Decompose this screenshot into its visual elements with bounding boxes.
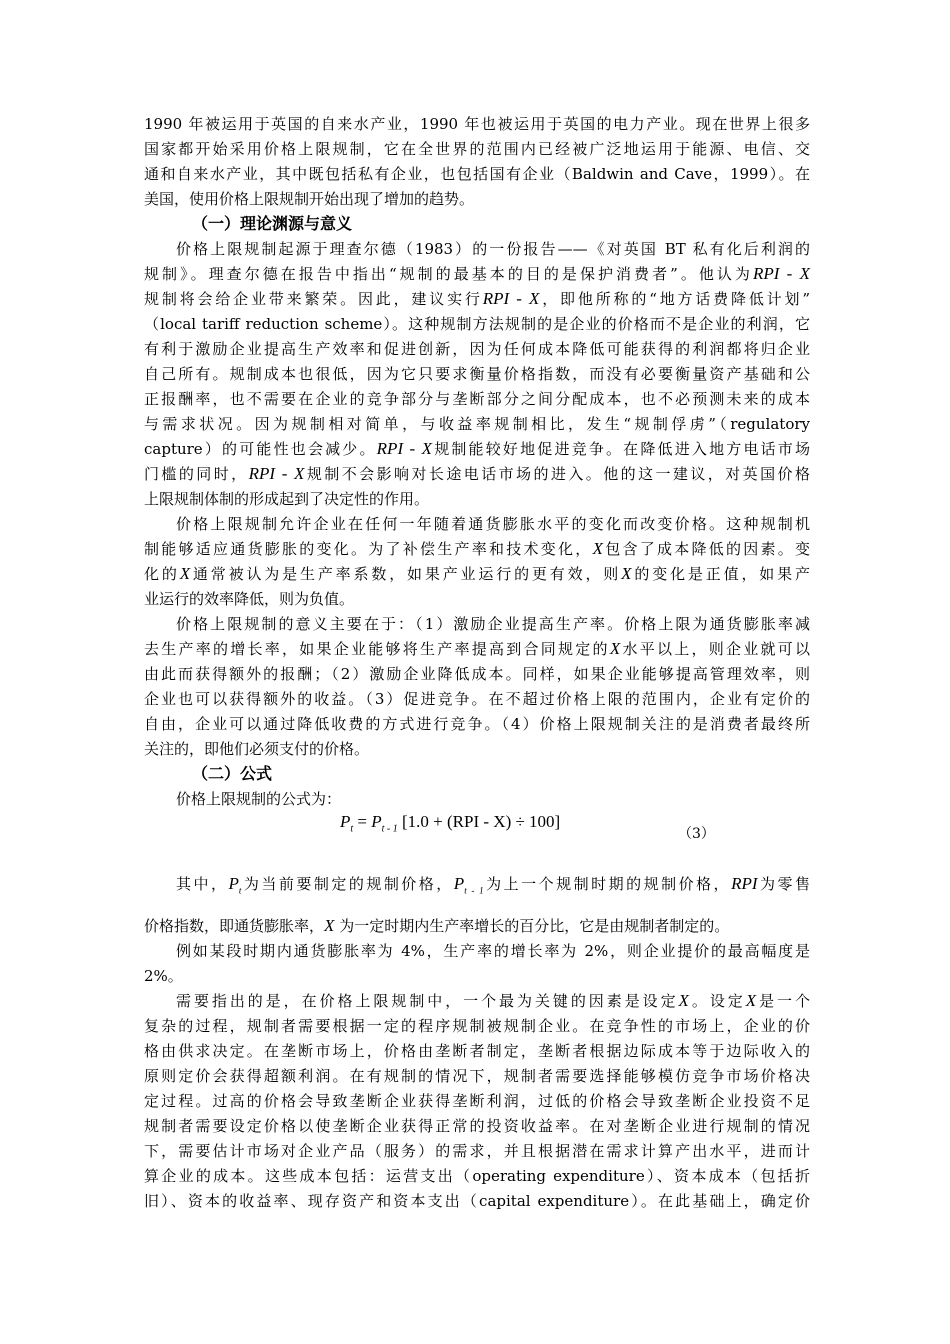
formula-rpi-x: RPI - X <box>248 464 305 483</box>
text-line: 旧）、资本的收益率、现存资产和资本支出（capital expenditure）。在此基础上，确定价 <box>144 1192 810 1210</box>
text-line: 化的X通常被认为是生产率系数，如果产业运行的更有效，则X的变化是正值，如果产 <box>144 564 810 583</box>
text-line: 企业也可以获得额外的收益。（3）促进竞争。在不超过价格上限的范围内，企业有定价的 <box>144 690 810 708</box>
symbol-x: X <box>678 991 689 1010</box>
text-line: 去生产率的增长率，如果企业能够将生产率提高到合同规定的X水平以上，则企业就可以 <box>144 639 810 658</box>
text-line: 规制将会给企业带来繁荣。因此，建议实行RPI - X，即他所称的“地方话费降低计划” <box>144 289 810 308</box>
symbol-x: X <box>324 916 335 935</box>
text-line: 美国，使用价格上限规制开始出现了增加的趋势。 <box>144 190 475 208</box>
formula-rpi-x: RPI - X <box>752 264 810 283</box>
section-heading-formula: （二）公式 <box>192 764 273 783</box>
text-line: capture）的可能性也会减少。RPI - X规制能较好地促进竞争。在降低进入地方电话市场 <box>144 439 810 458</box>
symbol-rpi: RPI <box>731 874 758 893</box>
symbol-p-t-minus-1: $P_{t - 1}$ <box>453 874 484 896</box>
text-line: 需要指出的是，在价格上限规制中，一个最为关键的因素是设定X。设定X是一个 <box>176 991 810 1010</box>
symbol-x: X <box>179 564 191 583</box>
text-line: 关注的，即他们必须支付的价格。 <box>144 740 370 758</box>
text-line: 价格上限规制的意义主要在于：（1）激励企业提高生产率。价格上限为通货膨胀率减 <box>176 615 810 633</box>
price-cap-formula: $P_t = P_{t - 1}$ [1.0 + (RPI - X) ÷ 100] <box>340 812 561 835</box>
text-line: 1990 年被运用于英国的自来水产业，1990 年也被运用于英国的电力产业。现在世界上很多 <box>144 115 810 133</box>
text-line: （local tariff reduction scheme）。这种规制方法规制的是企业的价格而不是企业的利润，它 <box>144 315 810 333</box>
text-line: 规制》。理查尔德在报告中指出“规制的最基本的目的是保护消费者”。他认为RPI - X <box>144 264 810 283</box>
text-line: 价格上限规制起源于理查尔德（1983）的一份报告——《对英国 BT 私有化后利润的 <box>176 240 810 258</box>
text-line: 格由供求决定。在垄断市场上，价格由垄断者制定，垄断者根据边际成本等于边际收入的 <box>144 1042 810 1060</box>
formula-rpi-x: RPI - X <box>482 289 540 308</box>
text-line: 国家都开始采用价格上限规制，它在全世界的范围内已经被广泛地运用于能源、电信、交 <box>144 140 810 158</box>
text-line: 其中，$P_t$为当前要制定的规制价格，$P_{t - 1}$为上一个规制时期的规制价格，RPI为零售 <box>176 874 810 896</box>
text-line: 自由，企业可以通过降低收费的方式进行竞争。（4）价格上限规制关注的是消费者最终所 <box>144 715 810 733</box>
symbol-x: X <box>609 639 621 658</box>
symbol-p-t: $P_t$ <box>228 874 242 896</box>
text-line: 价格上限规制允许企业在任何一年随着通货膨胀水平的变化而改变价格。这种规制机 <box>176 515 810 533</box>
text-line: 上限规制体制的形成起到了决定性的作用。 <box>144 490 430 508</box>
symbol-x: X <box>592 539 603 558</box>
text-line: 有利于激励企业提高生产效率和促进创新，因为任何成本降低可能获得的利润都将归企业 <box>144 340 810 358</box>
equation-number: （3） <box>678 826 715 842</box>
text-line: 业运行的效率降低，则为负值。 <box>144 590 355 608</box>
text-line: 通和自来水产业，其中既包括私有企业，也包括国有企业（Baldwin and Cave，1999）。在 <box>144 165 810 183</box>
text-line: 正报酬率，也不需要在企业的竞争部分与垄断部分之间分配成本，也不必预测未来的成本 <box>144 390 810 408</box>
symbol-x: X <box>621 564 632 583</box>
text-line: 由此而获得额外的报酬；（2）激励企业降低成本。同样，如果企业能够提高管理效率，则 <box>144 665 810 683</box>
text-line: 例如某段时期内通货膨胀率为 4%，生产率的增长率为 2%，则企业提价的最高幅度是 <box>176 942 810 960</box>
text-line: 自己所有。规制成本也很低，因为它只要求衡量价格指数，而没有必要衡量资产基础和公 <box>144 365 810 383</box>
text-line: 定过程。过高的价格会导致垄断企业获得垄断利润，过低的价格会导致垄断企业投资不足 <box>144 1092 810 1110</box>
text-line: 与需求状况。因为规制相对简单，与收益率规制相比，发生“规制俘虏”（regulatory <box>144 415 810 433</box>
text-line: 制能够适应通货膨胀的变化。为了补偿生产率和技术变化，X包含了成本降低的因素。变 <box>144 539 810 558</box>
formula-rpi-x: RPI - X <box>376 439 433 458</box>
text-line: 价格上限规制的公式为： <box>176 790 342 808</box>
text-line: 门槛的同时，RPI - X规制不会影响对长途电话市场的进入。他的这一建议，对英国价格 <box>144 464 810 483</box>
text-line: 原则定价会获得超额利润。在有规制的情况下，规制者需要选择能够模仿竞争市场价格决 <box>144 1067 810 1085</box>
text-line: 规制者需要设定价格以使垄断企业获得正常的投资收益率。在对垄断企业进行规制的情况 <box>144 1117 810 1135</box>
section-heading-theory: （一）理论渊源与意义 <box>192 214 353 233</box>
text-line: 2%。 <box>144 967 183 985</box>
text-line: 价格指数，即通货膨胀率，X 为一定时期内生产率增长的百分比，它是由规制者制定的。 <box>144 916 730 935</box>
text-line: 下，需要估计市场对企业产品（服务）的需求，并且根据潜在需求计算产出水平，进而计 <box>144 1142 810 1160</box>
text-line: 复杂的过程，规制者需要根据一定的程序规制被规制企业。在竞争性的市场上，企业的价 <box>144 1017 810 1035</box>
symbol-x: X <box>745 991 757 1010</box>
text-line: 算企业的成本。这些成本包括：运营支出（operating expenditure）、资本成本（包括折 <box>144 1167 810 1185</box>
